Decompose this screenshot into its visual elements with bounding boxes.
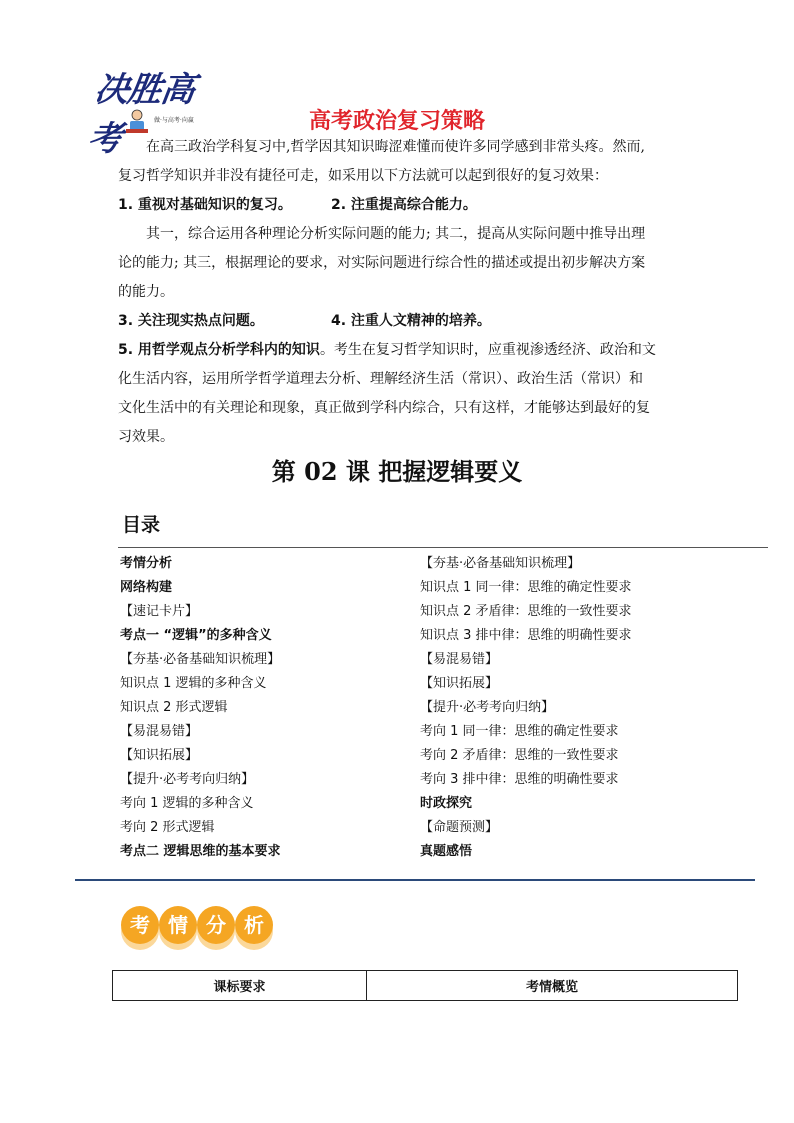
method-2: 2. 注重提高综合能力。 xyxy=(331,197,477,213)
toc-item[interactable]: 考向 2 形式逻辑 xyxy=(120,820,215,835)
method-5-line xyxy=(118,336,678,365)
toc-item[interactable]: 【知识拓展】 xyxy=(120,748,199,763)
toc-item[interactable]: 考向 1 同一律：思维的确定性要求 xyxy=(420,724,619,739)
toc-item[interactable]: 知识点 2 矛盾律：思维的一致性要求 xyxy=(420,604,632,619)
intro-line: 在高三政治学科复习中,哲学因其知识晦涩难懂而使许多同学感到非常头疼。然而, xyxy=(146,139,645,155)
toc-item[interactable]: 时政探究 xyxy=(420,796,473,811)
toc-item[interactable]: 【易混易错】 xyxy=(120,724,199,739)
section-banner xyxy=(117,906,287,956)
methods-row-1 xyxy=(118,191,678,220)
method-5-title: 5. 用哲学观点分析学科内的知识 xyxy=(118,342,320,358)
methods-row-2 xyxy=(118,307,678,336)
intro-line: 复习哲学知识并非没有捷径可走，如采用以下方法就可以起到很好的复习效果： xyxy=(118,168,608,184)
toc-item[interactable]: 考向 1 逻辑的多种含义 xyxy=(120,796,254,811)
table-header-row xyxy=(113,971,738,1001)
toc-bottom-divider xyxy=(75,879,755,881)
method-2-desc-line: 论的能力; 其三，根据理论的要求，对实际问题进行综合性的描述或提出初步解决方案 xyxy=(118,255,646,271)
toc-item[interactable]: 【提升·必考考向归纳】 xyxy=(420,700,555,715)
toc-top-divider xyxy=(118,547,768,548)
table-header: 课标要求 xyxy=(113,971,367,1001)
toc-left-column xyxy=(120,552,281,864)
toc-item[interactable]: 网络构建 xyxy=(120,580,173,595)
page-title: 高考政治复习策略 xyxy=(308,109,485,134)
method-5-desc-line: 文化生活中的有关理论和现象，真正做到学科内综合，只有这样，才能够达到最好的复 xyxy=(118,400,650,416)
requirements-table xyxy=(112,970,738,1001)
method-4: 4. 注重人文精神的培养。 xyxy=(331,313,491,329)
toc-item[interactable]: 【提升·必考考向归纳】 xyxy=(120,772,255,787)
toc-item[interactable]: 考情分析 xyxy=(120,556,173,571)
method-2-desc-line: 的能力。 xyxy=(118,284,174,300)
toc-item[interactable]: 【速记卡片】 xyxy=(120,604,199,619)
toc-right-column xyxy=(420,552,632,864)
toc-item[interactable]: 【夯基·必备基础知识梳理】 xyxy=(120,652,281,667)
lesson-title: 第 02 课 把握逻辑要义 xyxy=(271,457,523,486)
table-header: 考情概览 xyxy=(367,971,738,1001)
toc-item[interactable]: 考点一 “逻辑”的多种含义 xyxy=(120,628,272,643)
toc-item[interactable]: 【夯基·必备基础知识梳理】 xyxy=(420,556,581,571)
method-1: 1. 重视对基础知识的复习。 xyxy=(118,197,292,213)
toc-item[interactable]: 考向 2 矛盾律：思维的一致性要求 xyxy=(420,748,619,763)
toc-heading: 目录 xyxy=(122,514,161,536)
toc-item[interactable]: 真题感悟 xyxy=(420,844,473,859)
banner-char: 情 xyxy=(159,906,197,944)
method-5-desc-line: 化生活内容，运用所学哲学道理去分析、理解经济生活（常识）、政治生活（常识）和 xyxy=(118,371,643,387)
toc-item[interactable]: 考点二 逻辑思维的基本要求 xyxy=(120,844,281,859)
toc-item[interactable]: 考向 3 排中律：思维的明确性要求 xyxy=(420,772,619,787)
toc-item[interactable]: 知识点 3 排中律：思维的明确性要求 xyxy=(420,628,632,643)
method-2-desc-line: 其一，综合运用各种理论分析实际问题的能力; 其二，提高从实际问题中推导出理 xyxy=(146,226,646,242)
toc-item[interactable]: 【易混易错】 xyxy=(420,652,499,667)
intro-paragraph xyxy=(118,133,678,452)
method-5-desc-line: 习效果。 xyxy=(118,429,174,445)
method-5-rest: 。考生在复习哲学知识时，应重视渗透经济、政治和文 xyxy=(319,342,656,358)
banner-char: 析 xyxy=(235,906,273,944)
toc-item[interactable]: 知识点 2 形式逻辑 xyxy=(120,700,228,715)
logo-slogan: 做·与高考·向赢 xyxy=(154,117,194,124)
banner-char: 考 xyxy=(121,906,159,944)
logo-text: 决胜高考 xyxy=(85,70,197,159)
banner-char: 分 xyxy=(197,906,235,944)
toc-item[interactable]: 【知识拓展】 xyxy=(420,676,499,691)
toc-item[interactable]: 知识点 1 逻辑的多种含义 xyxy=(120,676,267,691)
method-3: 3. 关注现实热点问题。 xyxy=(118,313,264,329)
toc-item[interactable]: 【命题预测】 xyxy=(420,820,499,835)
toc-item[interactable]: 知识点 1 同一律：思维的确定性要求 xyxy=(420,580,632,595)
